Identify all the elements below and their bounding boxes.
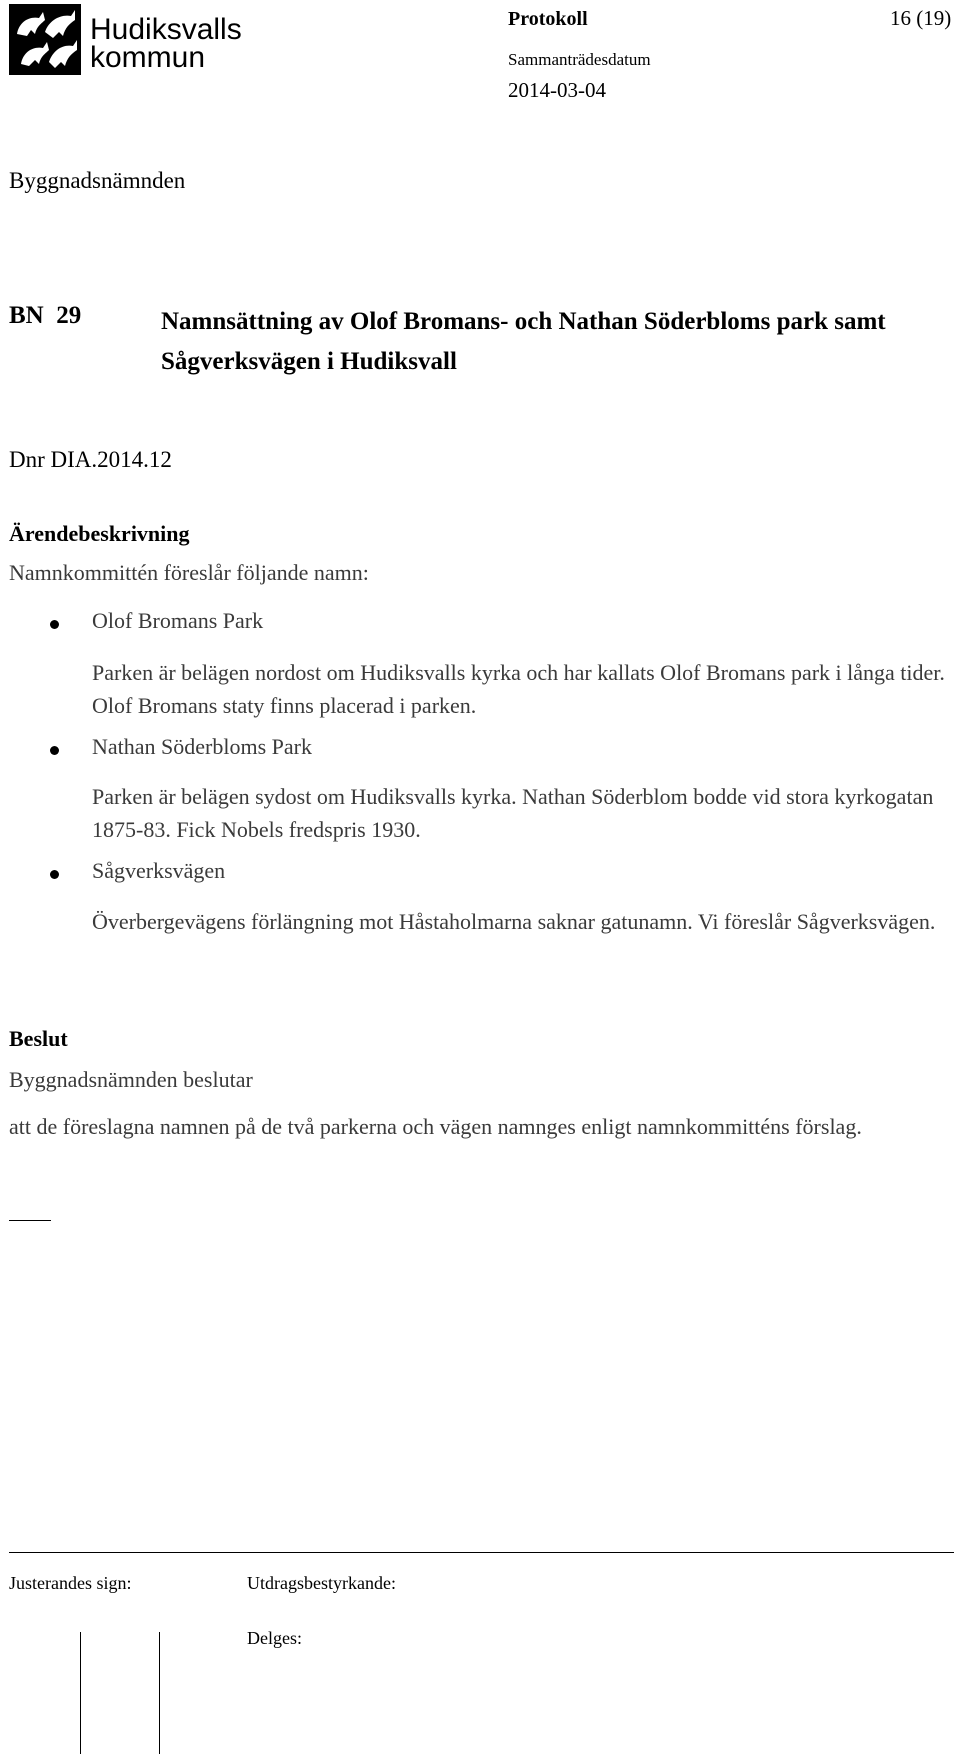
delges-label: Delges: (247, 1628, 302, 1648)
document-type: Protokoll (508, 8, 588, 30)
signature-box-divider (80, 1632, 81, 1754)
decision-heading: Beslut (9, 1026, 68, 1051)
description-heading: Ärendebeskrivning (9, 521, 190, 546)
item-text: Parken är belägen sydost om Hudiksvalls kyrka. Nathan Söderblom bodde vid stora kyrkogatan 1875-83. Fick Nobels fredspris 1930. (92, 784, 934, 842)
item-text: Parken är belägen nordost om Hudiksvalls kyrka och har kallats Olof Bromans park i långa tider. Olof Bromans staty finns placerad i parken. (92, 660, 945, 718)
item-title: Olof Bromans Park (92, 608, 264, 633)
logo-wordmark: Hudiksvalls kommun (90, 13, 242, 74)
committee-name: Byggnadsnämnden (9, 168, 186, 193)
case-dnr: Dnr DIA.2014.12 (9, 447, 172, 472)
footer-rule (9, 1552, 954, 1553)
description-intro: Namnkommittén föreslår följande namn: (9, 560, 369, 585)
meeting-date: 2014-03-04 (508, 78, 606, 102)
signature-box-divider (159, 1632, 160, 1754)
decision-text: att de föreslagna namnen på de två parkerna och vägen namnges enligt namnkommitténs förslag. (9, 1114, 862, 1139)
item-text: Överbergevägens förlängning mot Håstaholmarna saknar gatunamn. Vi föreslår Sågverksvägen. (92, 909, 936, 934)
meeting-date-label: Sammanträdesdatum (508, 50, 651, 69)
case-number: BN 29 (9, 302, 82, 329)
utdragsbestyrkande-label: Utdragsbestyrkande: (247, 1573, 396, 1593)
item-title: Sågverksvägen (92, 858, 226, 883)
justerandes-sign-label: Justerandes sign: (9, 1573, 132, 1593)
bullet-icon (50, 620, 59, 629)
page-number: 16 (19) (890, 6, 952, 30)
case-title: Namnsättning av Olof Bromans- och Nathan Söderbloms park samt Sågverksvägen i Hudiksvall (161, 308, 886, 375)
logo-mark (9, 4, 81, 75)
end-rule (9, 1220, 51, 1221)
bullet-icon (50, 746, 59, 755)
item-title: Nathan Söderbloms Park (92, 734, 312, 759)
goat-emblem-icon (9, 4, 81, 75)
bullet-icon (50, 870, 59, 879)
decision-intro: Byggnadsnämnden beslutar (9, 1067, 253, 1092)
